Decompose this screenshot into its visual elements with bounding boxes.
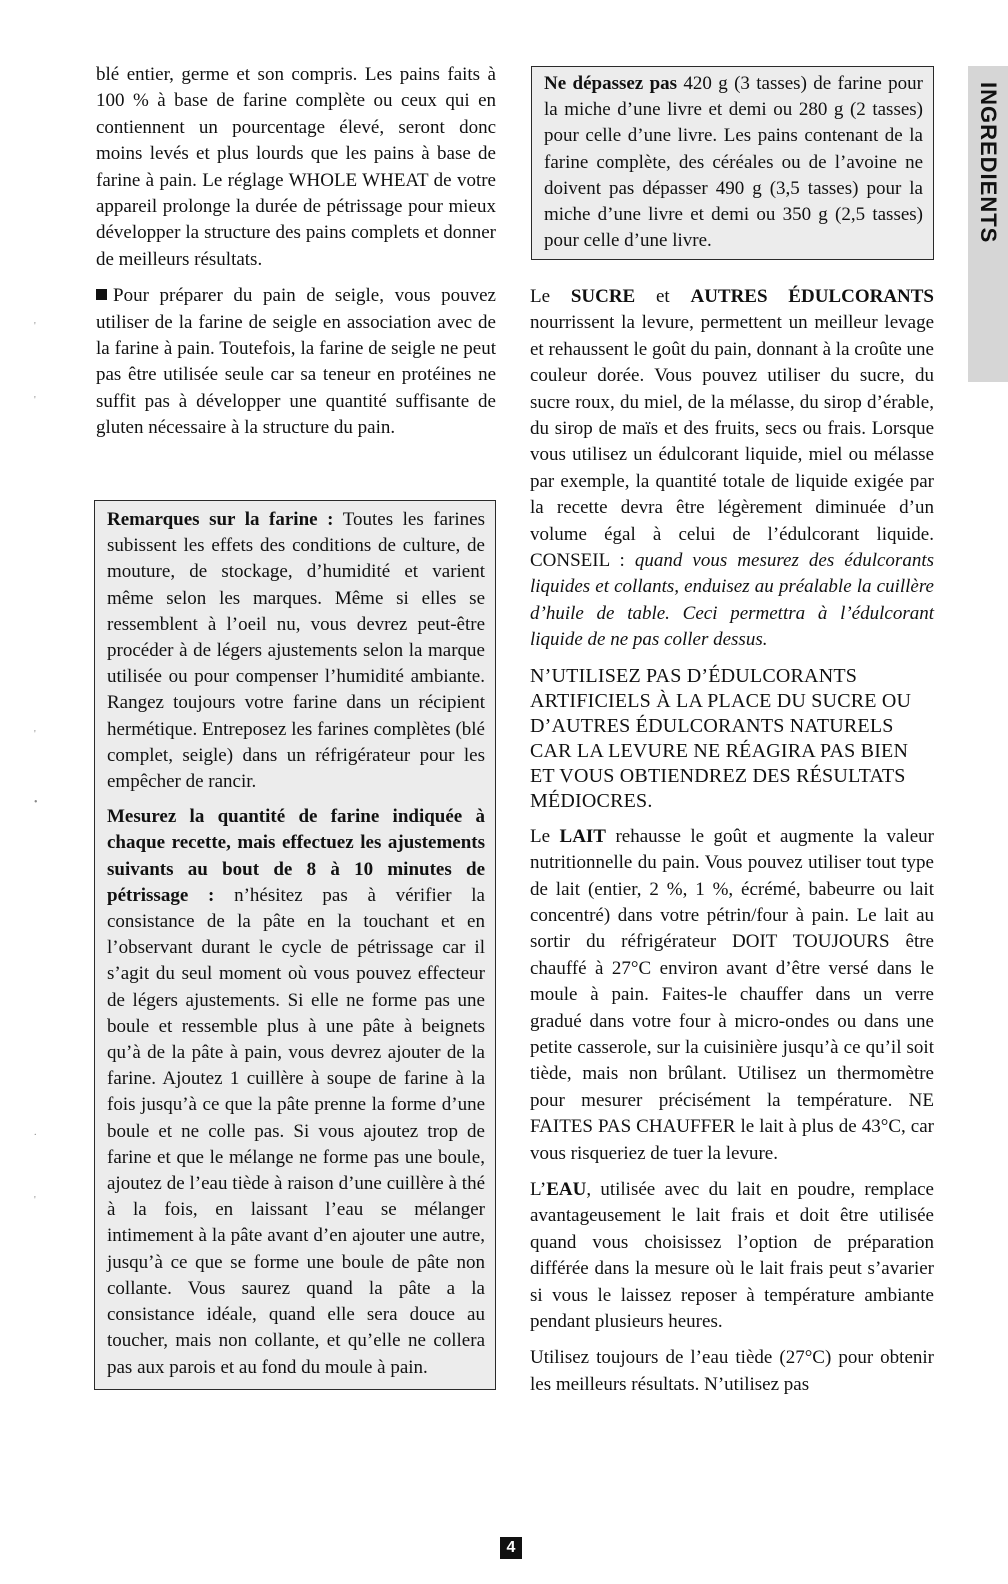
scan-speck: • (34, 797, 38, 808)
flour-limit-text: 420 g (3 tasses) de farine pour la miche d’une livre et demi ou 280 g (2 tasses) pour celle d’une livre. Les pains contenant de la farine complète, des céréales ou de l’avoine ne doivent pas dépasser 490 g (3,5 tasses) pour la miche d’une livre et demi ou 350 g (2,5 tasses) pour celle d’une livre. (544, 73, 923, 252)
section-tab-label: INGREDIENTS (976, 82, 1001, 244)
scan-speck: ' (34, 321, 36, 332)
sugar-text: nourrissent la levure, permettent un meilleur levage et rehaussent le goût du pain, donnant à la croûte une couleur dorée. Vous pouvez utiliser du sucre, du sucre roux, du miel, de la mélasse, du sirop d’érable, du sirop de maïs et des fruits, secs ou frais. Lorsque vous utilisez un édulcorant liquide, miel ou mélasse par exemple, la quantité totale de liquide exigée par la recette devra être légèrement diminuée d’un volume égal à celui de l’édulcorant liquide. CONSEIL : (530, 312, 934, 572)
scan-speck: ' (34, 1195, 36, 1206)
flour-adjust-paragraph (107, 804, 485, 1380)
sweeteners-keyword: AUTRES ÉDULCORANTS (690, 286, 934, 307)
rye-paragraph (96, 283, 496, 441)
flour-adjust-text: n’hésitez pas à vérifier la consistance de la pâte en la touchant et en l’observant durant le cycle de pétrissage car il s’agit du seul moment où vous pouvez effecteur de légers ajustements. Si elle ne forme pas une boule et ressemble plus à une pâte à beignets qu’à de la pâte à pain, vous devrez ajouter de la farine. Ajoutez 1 cuillère à soupe de farine à la fois jusqu’à ce que la pâte prenne la forme d’une boule et ne colle pas. Si vous ajoutez trop de farine et que le mélange ne forme pas une boule, ajoutez de l’eau tiède à raison d’une cuillère à thé à la fois, en laissant l’eau se mélanger intimement à la pâte avant d’en ajouter une autre, jusqu’à ce que se forme une boule de pâte non collante. Vous saurez quand la pâte a la consistance idéale, quand elle sera douce au toucher, mais non collante, et qu’elle ne collera pas aux parois et au fond du moule à pain. (107, 884, 485, 1378)
water-paragraph (530, 1177, 934, 1335)
water-keyword: EAU (546, 1178, 587, 1200)
sugar-pre: Le (530, 286, 571, 307)
scan-speck: ' (34, 395, 36, 406)
flour-adjust-heading: Mesurez la quantité de farine indiquée à chaque recette, mais effectuez les ajustements suivants au bout de 8 à 10 minutes de pétrissage : (107, 806, 485, 906)
rye-text: Pour préparer du pain de seigle, vous pouvez utiliser de la farine de seigle en association avec de la farine à pain. Toutefois, la farine de seigle ne peut pas être utilisée seule car sa teneur en protéines ne suffit pas à développer une quantité suffisante de gluten nécessaire à la structure du pain. (96, 285, 496, 439)
milk-text: rehausse le goût et augmente la valeur nutritionnelle du pain. Vous pouvez utiliser tout type de lait (entier, 2 %, 1 %, écrémé, babeurre ou lait concentré) dans votre pétrin/four à pain. Le lait au sortir du réfrigérateur DOIT TOUJOURS être chauffé à 27°C environ avant d’être versé dans le moule à pain. Faites-le chauffer dans un verre gradué dans votre four à micro-ondes ou dans une petite casserole, sur la cuisinière jusqu’à ce qu’il soit tiède, mais non brûlant. Utilisez un thermomètre pour mesurer précisément la température. NE FAITES PAS CHAUFFER le lait à plus de 43°C, car vous risqueriez de tuer la levure. (530, 825, 934, 1164)
milk-keyword: LAIT (559, 825, 606, 847)
flour-notes-heading: Remarques sur la farine : (107, 509, 334, 530)
page-number: 4 (500, 1537, 522, 1559)
flour-limit-heading: Ne dépassez pas (544, 73, 678, 94)
sugar-keyword: SUCRE (570, 286, 636, 307)
whole-wheat-paragraph: blé entier, germe et son compris. Les pains faits à 100 % à base de farine complète ou ceux qui en contiennent un pourcentage élevé, seront donc moins levés et plus lourds que les pains à base de farine à pain. Le réglage WHOLE WHEAT de votre appareil prolonge la durée de pétrissage pour mieux développer la structure des pains complets et donner de meilleurs résultats. (96, 64, 496, 270)
scan-speck: . (34, 1127, 37, 1138)
milk-pre: Le (530, 825, 560, 847)
water-text: , utilisée avec du lait en poudre, remplace avantageusement le lait frais et doit être utilisée quand vous choisissez l’option de préparation différée dans la mesure où le lait frais peut s’avarier si vous le laissez reposer à température ambiante pendant plusieurs heures. (530, 1178, 934, 1332)
flour-notes-text: Toutes les farines subissent les effets des conditions de culture, de mouture, de stockage, d’humidité et varient même selon les marques. Même si elles se ressemblent à l’oeil nu, vous devrez peut-être procéder à de légers ajustements selon la marque utilisée ou pour compenser l’humidité ambiante. Rangez toujours votre farine dans un récipient hermétique. Entreposez les farines complètes (blé complet, seigle) dans un réfrigérateur pour les empêcher de rancir. (107, 509, 486, 793)
artificial-sweetener-warning: N’UTILISEZ PAS D’ÉDULCORANTS ARTIFICIELS À LA PLACE DU SUCRE OU D’AUTRES ÉDULCORANTS NATURELS CAR LA LEVURE NE RÉAGIRA PAS BIEN ET VOUS OBTIENDREZ DES RÉSULTATS MÉDIOCRES. (530, 664, 912, 812)
lukewarm-water-paragraph: Utilisez toujours de l’eau tiède (27°C) pour obtenir les meilleurs résultats. N’utilisez pas (530, 1347, 934, 1395)
square-bullet-icon (96, 289, 107, 300)
section-tab (968, 66, 1008, 382)
scan-speck: ' (34, 729, 36, 740)
sugar-mid: et (635, 286, 691, 307)
left-column (96, 62, 496, 452)
right-column (530, 284, 934, 1408)
flour-notes-paragraph (107, 507, 485, 795)
flour-notes-box (94, 500, 496, 1390)
sugar-paragraph (530, 284, 934, 654)
water-pre: L’ (530, 1178, 547, 1200)
milk-paragraph (530, 824, 934, 1167)
sugar-tip: quand vous mesurez des édulcorants liquides et collants, enduisez au préalable la cuillère d’huile de table. Ceci permettra à l’édulcorant liquide de ne pas coller dessus. (530, 550, 934, 651)
flour-limit-box (531, 66, 934, 260)
